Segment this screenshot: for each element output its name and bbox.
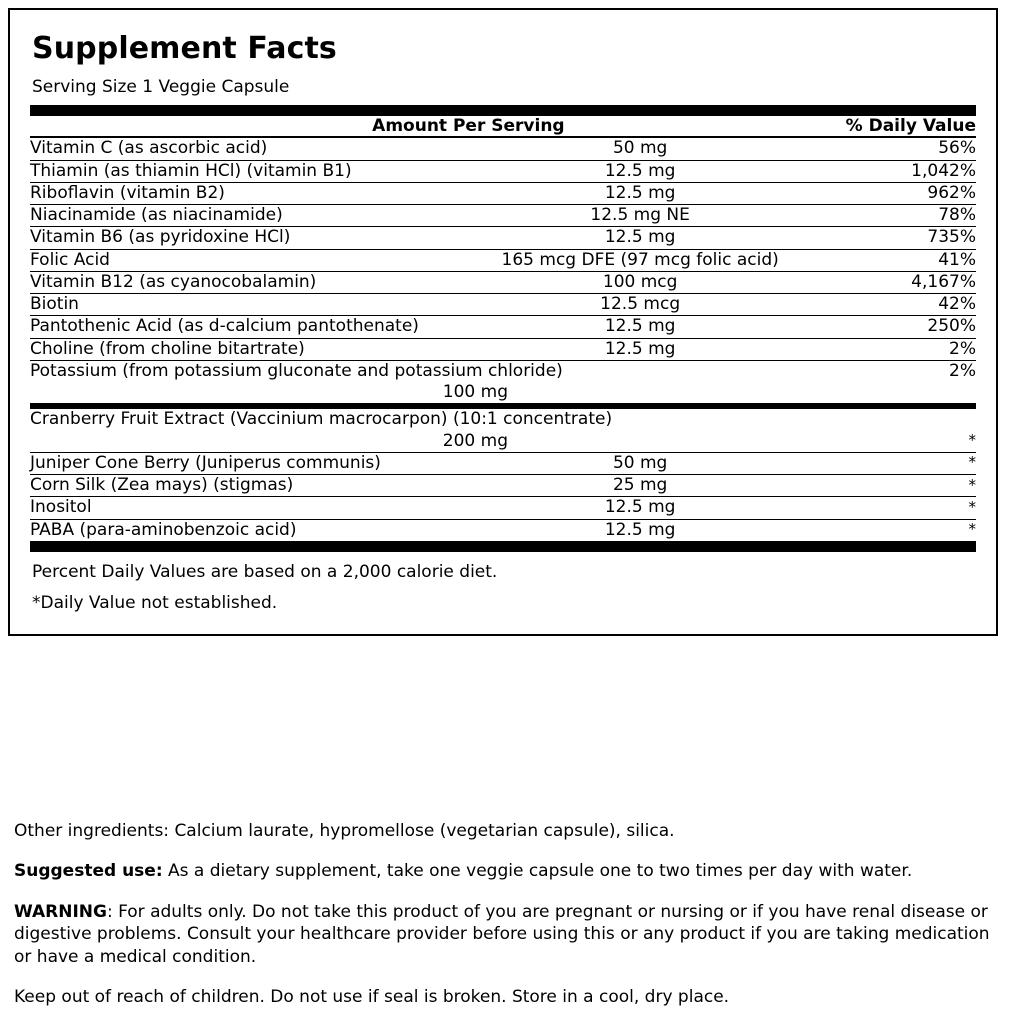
table-row-potassium	[30, 360, 976, 403]
nutrient-name: Choline (from choline bitartrate)	[30, 338, 494, 360]
nutrient-amount: 12.5 mg	[494, 160, 787, 182]
ingredient-amount: 50 mg	[494, 452, 787, 474]
warning-text: : For adults only. Do not take this product of you are pregnant or nursing or if you have renal disease or digestive problems. Consult your healthcare provider before using this or any product if you are taking medication or have a medical condition.	[14, 901, 990, 967]
table-row	[30, 160, 976, 182]
ingredient-name-amount	[30, 409, 787, 452]
nutrient-amount: 12.5 mg	[494, 182, 787, 204]
footnote-daily-values: Percent Daily Values are based on a 2,000 calorie diet.	[32, 561, 498, 582]
nutrient-name: Pantothenic Acid (as d-calcium pantothenate)	[30, 316, 494, 338]
table-row	[30, 316, 976, 338]
nutrient-name: Potassium (from potassium gluconate and potassium chloride)	[30, 360, 563, 381]
table-row	[30, 452, 976, 474]
nutrient-dv: 56%	[787, 137, 976, 160]
warning	[14, 901, 994, 968]
ingredient-dv: *	[787, 497, 976, 519]
ingredient-amount: 12.5 mg	[494, 497, 787, 519]
nutrient-dv: 2%	[949, 360, 976, 381]
nutrient-name: Thiamin (as thiamin HCl) (vitamin B1)	[30, 160, 494, 182]
header-daily-value: % Daily Value	[787, 116, 976, 137]
nutrient-name: Vitamin C (as ascorbic acid)	[30, 137, 494, 160]
table-header-row	[30, 116, 976, 137]
ingredient-dv: *	[787, 452, 976, 474]
ingredient-dv: *	[968, 520, 976, 539]
nutrient-amount: 50 mg	[494, 137, 787, 160]
nutrient-dv: 962%	[787, 182, 976, 204]
serving-size: Serving Size 1 Veggie Capsule	[32, 77, 290, 97]
ingredient-amount: 12.5 mg	[604, 519, 676, 540]
rule-heavy-top	[30, 105, 976, 116]
nutrient-name: Riboflavin (vitamin B2)	[30, 182, 494, 204]
nutrient-dv: 2%	[787, 338, 976, 360]
table-row	[30, 497, 976, 519]
table-row	[30, 249, 976, 271]
ingredient-dv: *	[787, 475, 976, 497]
table-row	[30, 227, 976, 249]
nutrient-amount: 165 mcg DFE (97 mcg folic acid)	[494, 249, 787, 271]
nutrient-amount: 12.5 mg	[494, 227, 787, 249]
ingredient-amount: 25 mg	[494, 475, 787, 497]
nutrient-name: Vitamin B12 (as cyanocobalamin)	[30, 271, 494, 293]
ingredient-dv: *	[787, 409, 976, 452]
nutrient-amount: 100 mcg	[494, 271, 787, 293]
header-amount-per-serving: Amount Per Serving	[30, 116, 787, 137]
table-row	[30, 137, 976, 160]
nutrient-name: Biotin	[30, 294, 494, 316]
nutrient-dv: 42%	[787, 294, 976, 316]
nutrient-amount: 12.5 mcg	[494, 294, 787, 316]
table-row	[30, 409, 976, 452]
other-ingredients: Other ingredients: Calcium laurate, hypromellose (vegetarian capsule), silica.	[14, 821, 675, 841]
botanical-table	[30, 409, 976, 541]
ingredient-name: Corn Silk (Zea mays) (stigmas)	[30, 475, 494, 497]
nutrient-dv: 1,042%	[787, 160, 976, 182]
nutrient-dv: 4,167%	[787, 271, 976, 293]
nutrition-table	[30, 116, 976, 403]
warning-label: WARNING	[14, 901, 107, 922]
suggested-use	[14, 860, 994, 882]
table-row	[30, 294, 976, 316]
nutrient-dv: 41%	[787, 249, 976, 271]
nutrient-name: Niacinamide (as niacinamide)	[30, 205, 494, 227]
footnote-star: *Daily Value not established.	[32, 593, 278, 614]
table-row	[30, 182, 976, 204]
nutrient-amount: 12.5 mg	[494, 338, 787, 360]
table-row	[30, 519, 976, 541]
ingredient-name: Cranberry Fruit Extract (Vaccinium macrocarpon) (10:1 concentrate)	[30, 409, 613, 430]
suggested-use-label: Suggested use:	[14, 861, 163, 882]
nutrient-name-amount	[30, 360, 787, 403]
label-body-text	[14, 820, 994, 1009]
table-row	[30, 271, 976, 293]
keep-out-of-reach: Keep out of reach of children. Do not use if seal is broken. Store in a cool, dry place.	[14, 987, 730, 1008]
nutrient-dv: 250%	[787, 316, 976, 338]
ingredient-amount: 200 mg	[442, 430, 508, 451]
nutrient-dv: 735%	[787, 227, 976, 249]
panel-title: Supplement Facts	[32, 31, 337, 66]
ingredient-name: Juniper Cone Berry (Juniperus communis)	[30, 452, 494, 474]
nutrient-name: Vitamin B6 (as pyridoxine HCl)	[30, 227, 494, 249]
nutrient-amount: 12.5 mg NE	[494, 205, 787, 227]
nutrient-amount: 12.5 mg	[494, 316, 787, 338]
footnotes	[30, 562, 976, 615]
nutrient-dv: 78%	[787, 205, 976, 227]
rule-heavy-bottom	[30, 541, 976, 552]
table-row	[30, 205, 976, 227]
suggested-use-text: As a dietary supplement, take one veggie capsule one to two times per day with water.	[162, 861, 913, 882]
ingredient-name: Inositol	[30, 497, 494, 519]
table-row	[30, 338, 976, 360]
supplement-facts-panel	[8, 8, 998, 636]
ingredient-name: PABA (para-aminobenzoic acid)	[30, 519, 297, 540]
nutrient-amount: 100 mg	[442, 382, 508, 403]
table-row	[30, 475, 976, 497]
nutrient-name: Folic Acid	[30, 249, 494, 271]
